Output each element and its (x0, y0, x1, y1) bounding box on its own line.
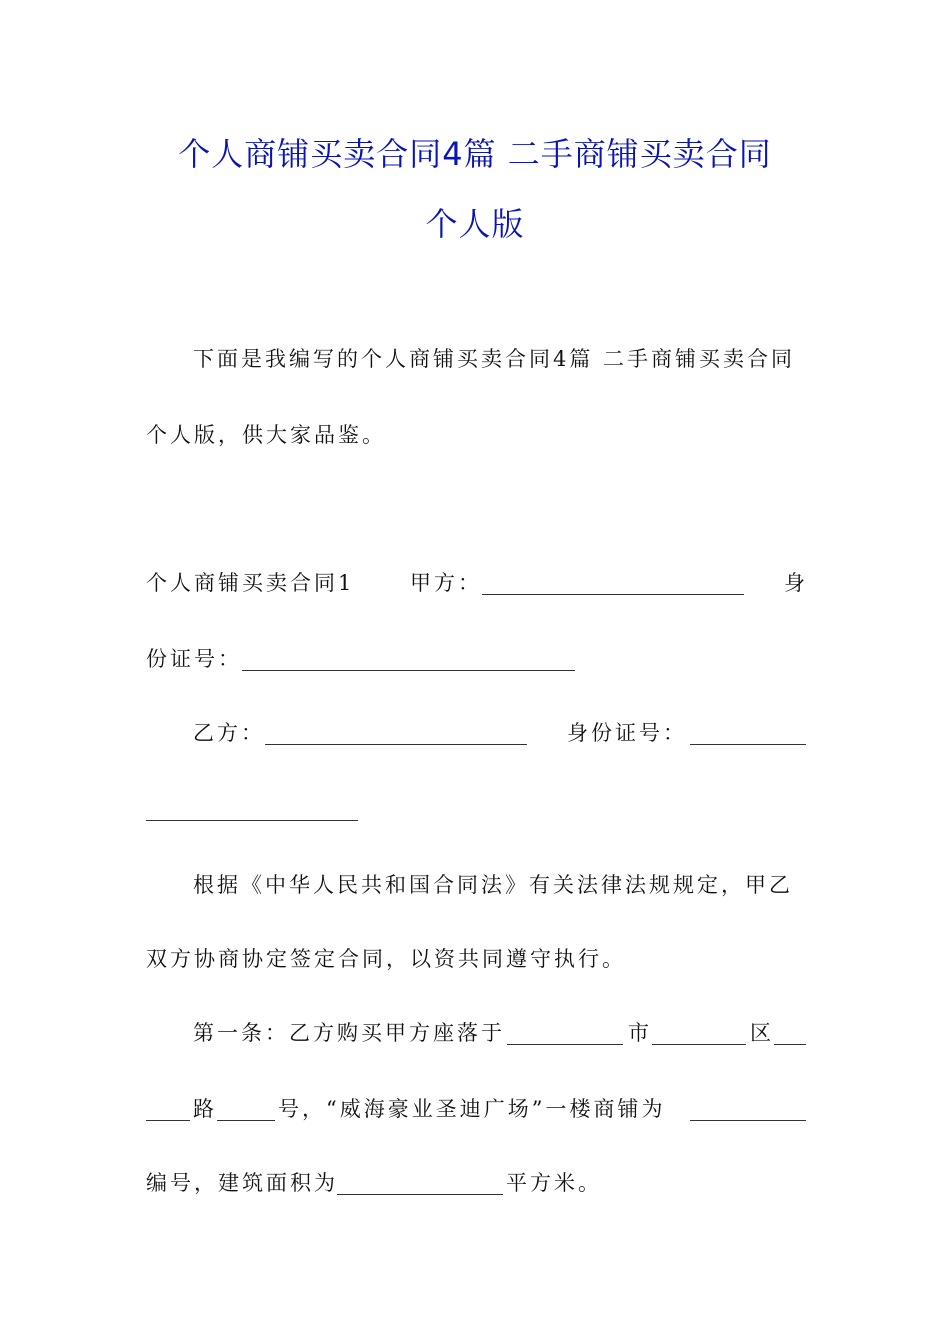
article-1-line-2 (0, 1093, 950, 1125)
road-blank-2 (146, 1120, 190, 1121)
party-b-id-blank-2 (146, 820, 358, 821)
intro-line-1 (0, 343, 950, 375)
road-blank-1 (774, 1044, 806, 1045)
intro-line-2 (0, 419, 950, 451)
party-a-id-label: 份证号： (146, 647, 242, 671)
city-label: 市 (628, 1021, 649, 1045)
basis-text-2: 双方协商协定签定合同，以资共同遵守执行。 (146, 947, 626, 971)
city-blank (507, 1044, 623, 1045)
number-blank (217, 1120, 275, 1121)
party-b-id-label: 身份证号： (567, 721, 687, 745)
basis-text-1: 根据《中华人民共和国合同法》有关法律法规规定，甲乙 (193, 873, 793, 897)
district-blank (652, 1044, 746, 1045)
article-1-line-1 (0, 1017, 950, 1049)
sqm-label: 平方米。 (506, 1171, 602, 1195)
party-a-label: 甲方： (410, 571, 482, 595)
party-b-blank (265, 744, 527, 745)
party-a-id-label-start: 身 (784, 571, 805, 595)
road-label: 路 (193, 1097, 214, 1121)
contract-heading: 个人商铺买卖合同1 (146, 571, 355, 595)
document-title-line-2: 个人版 (425, 205, 525, 243)
area-blank (337, 1194, 503, 1195)
article-1-line-3 (0, 1167, 950, 1199)
basis-line-2 (0, 943, 950, 975)
district-label: 区 (750, 1021, 771, 1045)
unit-blank (690, 1120, 806, 1121)
party-a-id-blank (242, 670, 575, 671)
party-a-blank (482, 594, 744, 595)
intro-text-1: 下面是我编写的个人商铺买卖合同4篇 二手商铺买卖合同 (193, 347, 796, 371)
contract-heading-line (0, 567, 950, 599)
intro-text-2: 个人版，供大家品鉴。 (146, 423, 386, 447)
article-1-lead: 第一条：乙方购买甲方座落于 (193, 1021, 505, 1045)
party-a-id-line (0, 643, 950, 675)
party-b-id-cont-line (0, 793, 950, 825)
party-b-id-blank-1 (690, 744, 806, 745)
document-title-line-1: 个人商铺买卖合同4篇 二手商铺买卖合同 (178, 135, 772, 173)
numbered-label: 编号，建筑面积为 (146, 1171, 338, 1195)
number-label: 号，“威海豪业圣迪广场”一楼商铺为 (278, 1097, 666, 1121)
party-b-line (0, 717, 950, 749)
basis-line-1 (0, 869, 950, 901)
party-b-label: 乙方： (193, 721, 265, 745)
